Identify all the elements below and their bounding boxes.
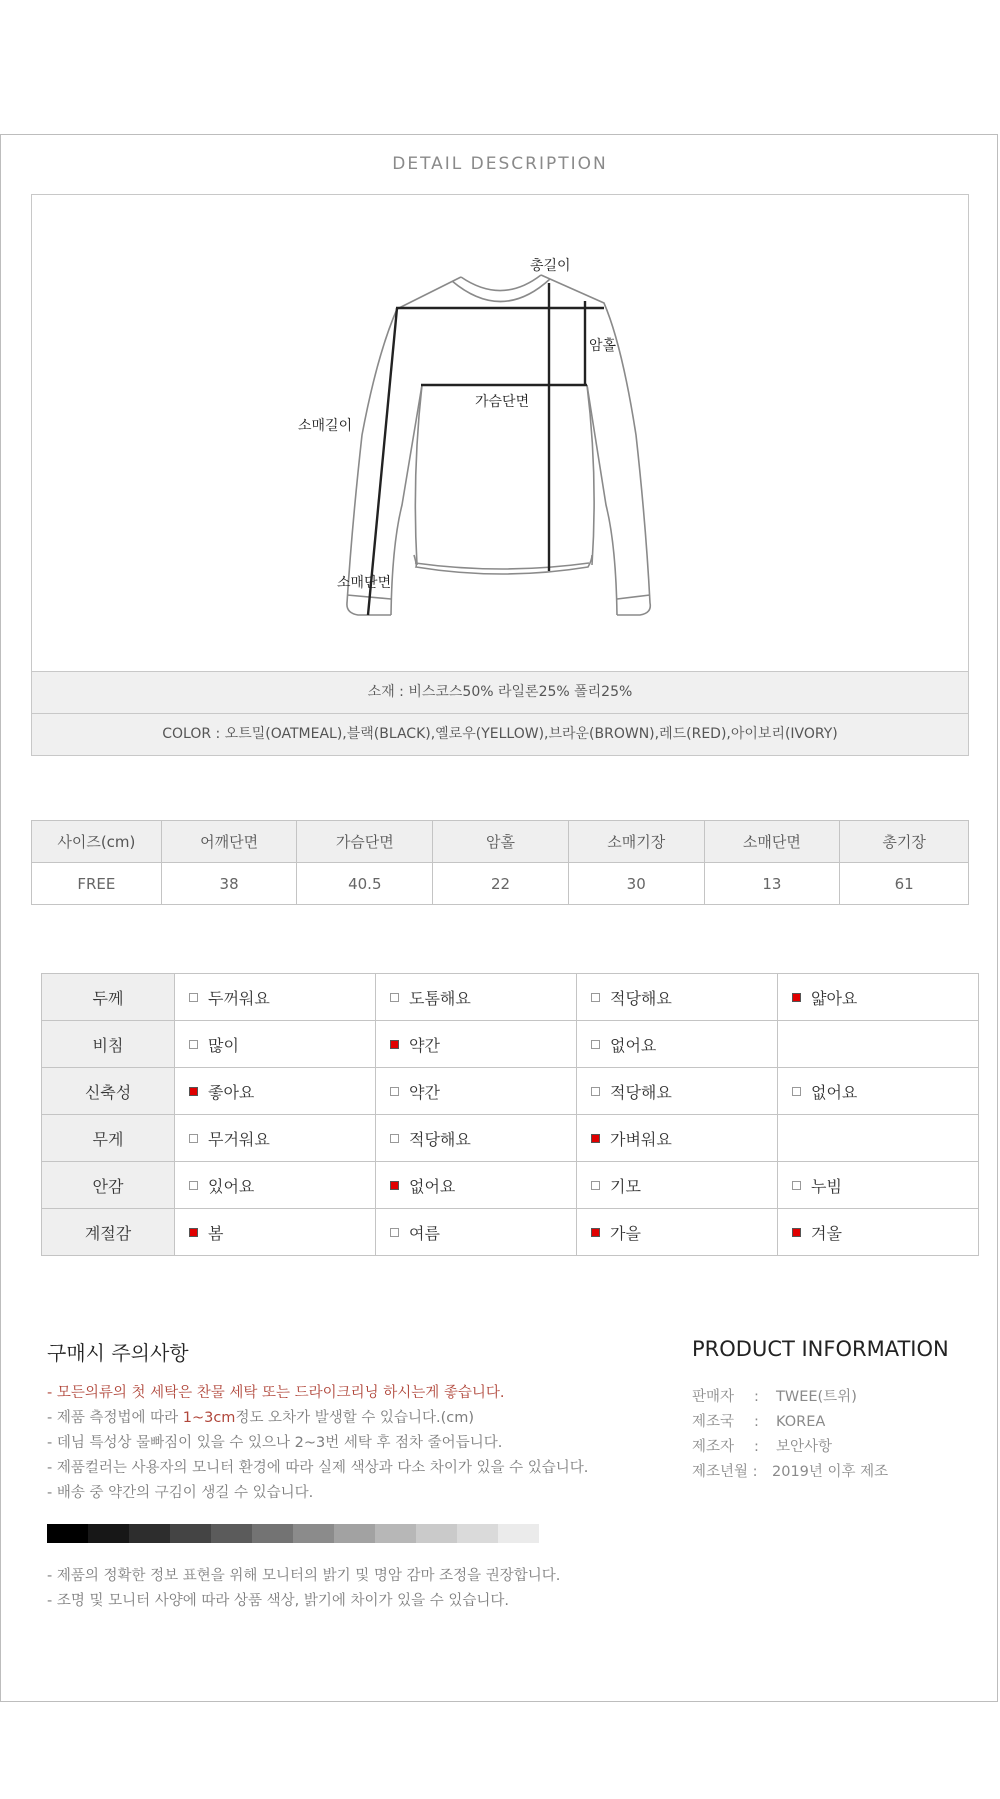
gray-swatch: [170, 1524, 211, 1543]
gray-swatch: [211, 1524, 252, 1543]
fabric-attribute-label: 두께: [42, 974, 175, 1021]
checked-box-icon: [390, 1040, 399, 1049]
note-text: 정도 오차가 발생할 수 있습니다.(cm): [235, 1410, 474, 1426]
fabric-option-label: 약간: [409, 1035, 440, 1055]
monitor-notes: [47, 1564, 560, 1614]
fabric-option: [376, 1209, 577, 1256]
unchecked-box-icon: [189, 1181, 198, 1190]
gray-swatch: [334, 1524, 375, 1543]
fabric-option-label: 무거워요: [208, 1129, 270, 1149]
gray-swatch: [375, 1524, 416, 1543]
fabric-option-label: 여름: [409, 1223, 440, 1243]
size-cell: 38: [161, 863, 297, 905]
unchecked-box-icon: [189, 1040, 198, 1049]
caution-notes: [47, 1381, 588, 1506]
armhole-label: 암홀: [589, 338, 617, 354]
fabric-option: [175, 1021, 376, 1068]
fabric-option: [175, 1209, 376, 1256]
fabric-option-label: 봄: [208, 1223, 224, 1243]
product-info-row: [692, 1410, 888, 1435]
chest-label: 가슴단면: [475, 394, 530, 410]
fabric-option-label: 두꺼워요: [208, 988, 270, 1008]
fabric-option: [577, 1209, 778, 1256]
product-info-value: TWEE(트위): [776, 1389, 857, 1405]
monitor-note: - 제품의 정확한 정보 표현을 위해 모니터의 밝기 및 명암 감마 조정을 권장합니다.: [47, 1568, 561, 1584]
unchecked-box-icon: [792, 1087, 801, 1096]
unchecked-box-icon: [189, 993, 198, 1002]
fabric-option-label: 기모: [610, 1176, 641, 1196]
fabric-option: [175, 974, 376, 1021]
size-cell: 22: [433, 863, 569, 905]
gray-swatch: [129, 1524, 170, 1543]
unchecked-box-icon: [390, 1134, 399, 1143]
product-info-row: [692, 1385, 888, 1410]
fabric-option-label: 도톰해요: [409, 988, 471, 1008]
material-row: 소재 : 비스코스50% 라일론25% 폴리25%: [32, 671, 968, 713]
fabric-option-label: 적당해요: [610, 988, 672, 1008]
table-row: [32, 863, 969, 905]
product-info-title: PRODUCT INFORMATION: [692, 1337, 949, 1361]
sleeve-width-label: 소매단면: [337, 575, 392, 591]
product-info-value: KOREA: [776, 1414, 826, 1430]
fabric-option-label: 가벼워요: [610, 1129, 672, 1149]
caution-note: - 배송 중 약간의 구김이 생길 수 있습니다.: [47, 1485, 314, 1501]
gray-swatch: [498, 1524, 539, 1543]
gray-swatch: [293, 1524, 334, 1543]
product-info-list: [692, 1385, 888, 1485]
checked-box-icon: [792, 1228, 801, 1237]
fabric-option-label: 적당해요: [610, 1082, 672, 1102]
table-row: [42, 1209, 979, 1256]
size-header-cell: 소매단면: [704, 821, 840, 863]
gray-swatch: [416, 1524, 457, 1543]
table-row: [42, 1068, 979, 1115]
fabric-option-label: 겨울: [811, 1223, 842, 1243]
checked-box-icon: [189, 1228, 198, 1237]
table-row: [42, 1021, 979, 1068]
caution-note: - 모든의류의 첫 세탁은 찬물 세탁 또는 드라이크리닝 하시는게 좋습니다.: [47, 1385, 505, 1401]
unchecked-box-icon: [591, 993, 600, 1002]
fabric-attribute-label: 안감: [42, 1162, 175, 1209]
fabric-option: [778, 974, 979, 1021]
fabric-option: [175, 1068, 376, 1115]
separator: :: [754, 1414, 759, 1430]
unchecked-box-icon: [390, 1228, 399, 1237]
fabric-option: [376, 1162, 577, 1209]
empty-cell: [778, 1021, 979, 1068]
fabric-option: [577, 974, 778, 1021]
fabric-option: [376, 1068, 577, 1115]
unchecked-box-icon: [189, 1134, 198, 1143]
fabric-table: [41, 973, 979, 1256]
fabric-option: [778, 1209, 979, 1256]
fabric-option: [376, 1115, 577, 1162]
separator: :: [754, 1439, 759, 1455]
product-info-key: 제조년월 :: [692, 1464, 758, 1480]
product-info-value: 2019년 이후 제조: [772, 1464, 889, 1480]
fabric-option: [778, 1068, 979, 1115]
gray-swatch: [252, 1524, 293, 1543]
size-cell: FREE: [32, 863, 162, 905]
fabric-option-label: 약간: [409, 1082, 440, 1102]
unchecked-box-icon: [390, 1087, 399, 1096]
fabric-option-label: 누빔: [811, 1176, 842, 1196]
fabric-attribute-label: 무게: [42, 1115, 175, 1162]
fabric-attribute-label: 계절감: [42, 1209, 175, 1256]
size-table-header: [32, 821, 969, 863]
size-header-cell: 가슴단면: [297, 821, 433, 863]
gray-scale-swatches: [47, 1524, 539, 1543]
fabric-option-label: 없어요: [610, 1035, 657, 1055]
gray-swatch: [47, 1524, 88, 1543]
fabric-option: [577, 1021, 778, 1068]
caution-title: 구매시 주의사항: [47, 1341, 189, 1365]
fabric-option: [778, 1162, 979, 1209]
empty-cell: [778, 1115, 979, 1162]
note-highlight: 1~3cm: [182, 1410, 236, 1426]
size-cell: 40.5: [297, 863, 433, 905]
section-title: DETAIL DESCRIPTION: [392, 154, 608, 174]
fabric-option: [577, 1115, 778, 1162]
size-table: [31, 820, 969, 905]
fabric-option: [577, 1068, 778, 1115]
fabric-option-label: 가을: [610, 1223, 641, 1243]
fabric-attribute-label: 신축성: [42, 1068, 175, 1115]
size-header-cell: 소매기장: [568, 821, 704, 863]
fabric-option-label: 많이: [208, 1035, 239, 1055]
product-info-key: 제조국: [692, 1414, 735, 1430]
total-length-label: 총길이: [530, 258, 571, 274]
unchecked-box-icon: [591, 1040, 600, 1049]
checked-box-icon: [390, 1181, 399, 1190]
note-text: - 제품 측정법에 따라: [47, 1410, 183, 1426]
size-header-cell: 암홀: [433, 821, 569, 863]
fabric-option-label: 적당해요: [409, 1129, 471, 1149]
fabric-attribute-label: 비침: [42, 1021, 175, 1068]
fabric-option-label: 있어요: [208, 1176, 255, 1196]
checked-box-icon: [189, 1087, 198, 1096]
size-header-cell: 어깨단면: [161, 821, 297, 863]
fabric-option: [175, 1162, 376, 1209]
table-row: [42, 1115, 979, 1162]
fabric-option: [577, 1162, 778, 1209]
sleeve-length-label: 소매길이: [298, 418, 353, 434]
color-row: COLOR : 오트밀(OATMEAL),블랙(BLACK),옐로우(YELLOW),브라운(BROWN),레드(RED),아이보리(IVORY): [32, 713, 968, 755]
fabric-option-label: 없어요: [409, 1176, 456, 1196]
table-row: [42, 1162, 979, 1209]
product-info-key: 판매자: [692, 1389, 735, 1405]
fabric-option: [376, 1021, 577, 1068]
fabric-option-label: 얇아요: [811, 988, 858, 1008]
checked-box-icon: [792, 993, 801, 1002]
size-cell: 13: [704, 863, 840, 905]
size-header-cell: 사이즈(cm): [32, 821, 162, 863]
checked-box-icon: [591, 1228, 600, 1237]
product-info-row: [692, 1435, 888, 1460]
unchecked-box-icon: [591, 1087, 600, 1096]
size-header-cell: 총기장: [840, 821, 969, 863]
unchecked-box-icon: [390, 993, 399, 1002]
caution-note: [47, 1406, 588, 1431]
table-row: [42, 974, 979, 1021]
garment-diagram: [32, 195, 968, 671]
monitor-note: - 조명 및 모니터 사양에 따라 상품 색상, 밝기에 차이가 있을 수 있습니다.: [47, 1593, 509, 1609]
separator: :: [754, 1389, 759, 1405]
unchecked-box-icon: [792, 1181, 801, 1190]
fabric-option: [175, 1115, 376, 1162]
product-info-key: 제조자: [692, 1439, 735, 1455]
fabric-option-label: 좋아요: [208, 1082, 255, 1102]
caution-note: - 데님 특성상 물빠짐이 있을 수 있으나 2~3번 세탁 후 점차 줄어듭니다.: [47, 1435, 503, 1451]
gray-swatch: [88, 1524, 129, 1543]
fabric-option: [376, 974, 577, 1021]
size-cell: 61: [840, 863, 969, 905]
fabric-option-label: 없어요: [811, 1082, 858, 1102]
product-info-row: [692, 1460, 888, 1485]
checked-box-icon: [591, 1134, 600, 1143]
unchecked-box-icon: [591, 1181, 600, 1190]
diagram-box: [31, 194, 969, 756]
size-cell: 30: [568, 863, 704, 905]
caution-note: - 제품컬러는 사용자의 모니터 환경에 따라 실제 색상과 다소 차이가 있을 수 있습니다.: [47, 1460, 589, 1476]
gray-swatch: [457, 1524, 498, 1543]
product-info-value: 보안사항: [776, 1439, 833, 1455]
